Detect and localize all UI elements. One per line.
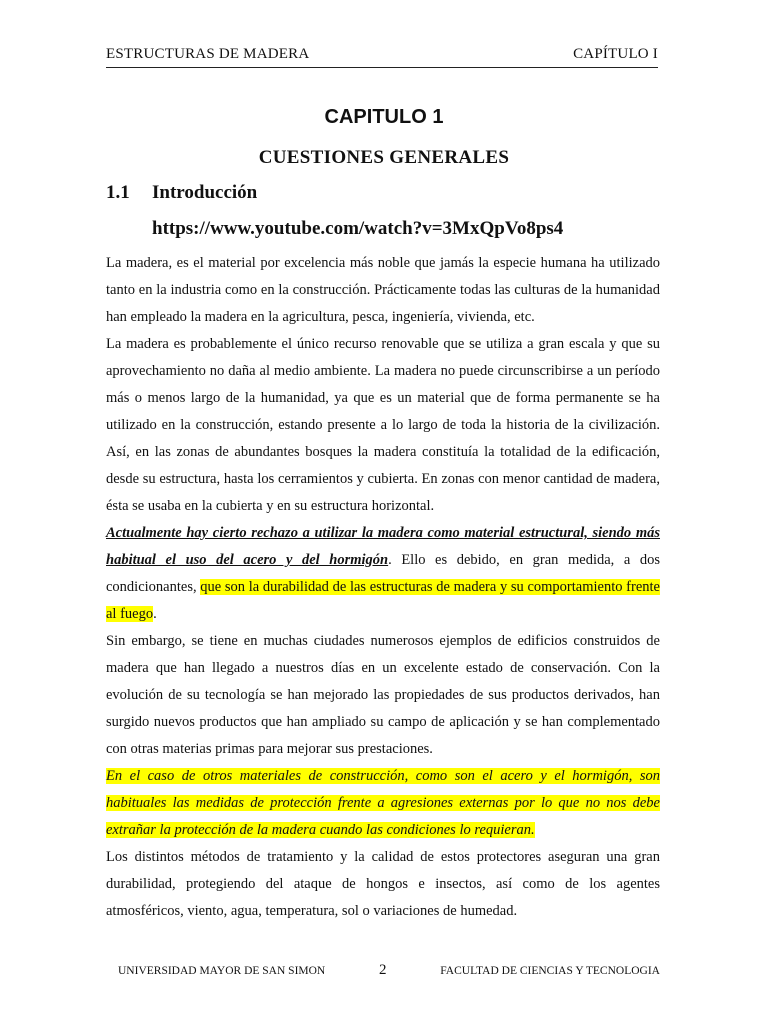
paragraph-3-end: . [153,606,157,622]
header-book-title: ESTRUCTURAS DE MADERA [106,46,310,62]
page-header [106,46,658,68]
section-title: CUESTIONES GENERALES [258,147,510,168]
footer-university: UNIVERSIDAD MAYOR DE SAN SIMON [118,965,326,977]
emphasis-statement: Actualmente hay cierto rechazo a utilizar la madera como material estructural, siendo más habitual el uso del acero y del hormigón [106,525,660,568]
subsection-title: Introducción [152,182,258,203]
paragraph-2: La madera es probablemente el único recurso renovable que se utiliza a gran escala y que su aprovechamiento no daña al medio ambiente. La madera no puede circunscribirse a un período más o menos largo de la humanidad, ya que es un material que de forma permanente se ha utilizado en la construcción, estando presente a lo largo de toda la historia de la civilización. Así, en las zonas de abundantes bosques la madera constituía la totalidad de la edificación, desde su estructura, hasta los cerramientos y cubierta. En zonas con menor cantidad de madera, ésta se usaba en la cubierta y en su estructura horizontal. [106,336,660,514]
subsection-heading [106,182,257,204]
paragraph-1: La madera, es el material por excelencia más noble que jamás la especie humana ha utilizado tanto en la industria como en la construcción. Prácticamente todas las culturas de la humanidad han empleado la madera en la agricultura, pesca, ingeniería, vivienda, etc. [106,255,660,325]
paragraph-4: Sin embargo, se tiene en muchas ciudades numerosos ejemplos de edificios construidos de madera que han llegado a nuestros días en un excelente estado de conservación. Con la evolución de su tecnología se han mejorado las propiedades de sus productos derivados, han surgido nuevos productos que han ampliado su campo de aplicación y se han complementado con otras materias primas para mejorar sus prestaciones. [106,633,660,757]
highlighted-italic-text: En el caso de otros materiales de construcción, como son el acero y el hormigón, son habituales las medidas de protección frente a agresiones externas por lo que no nos debe extrañar la protección de la madera cuando las condiciones lo requieran. [106,768,660,838]
page-number: 2 [379,962,387,978]
highlighted-text: que son la durabilidad de las estructuras de madera y su comportamiento frente al fuego [106,579,660,622]
subsection-number: 1.1 [106,182,130,203]
paragraph-3 [106,520,660,628]
paragraph-5 [106,763,660,844]
header-chapter-label: CAPÍTULO I [573,46,658,62]
page-footer [118,962,660,979]
footer-faculty: FACULTAD DE CIENCIAS Y TECNOLOGIA [440,965,660,977]
paragraph-6: Los distintos métodos de tratamiento y la calidad de estos protectores aseguran una gran durabilidad, protegiendo del ataque de hongos e insectos, así como de los agentes atmosféricos, viento, agua, temperatura, sol o variaciones de humedad. [106,849,660,919]
paragraph-3-text: . Ello es debido, en gran medida, a dos condicionantes, [106,552,661,595]
document-body [106,250,660,925]
video-link[interactable]: https://www.youtube.com/watch?v=3MxQpVo8ps4 [152,218,564,239]
chapter-title: CAPITULO 1 [324,106,444,128]
